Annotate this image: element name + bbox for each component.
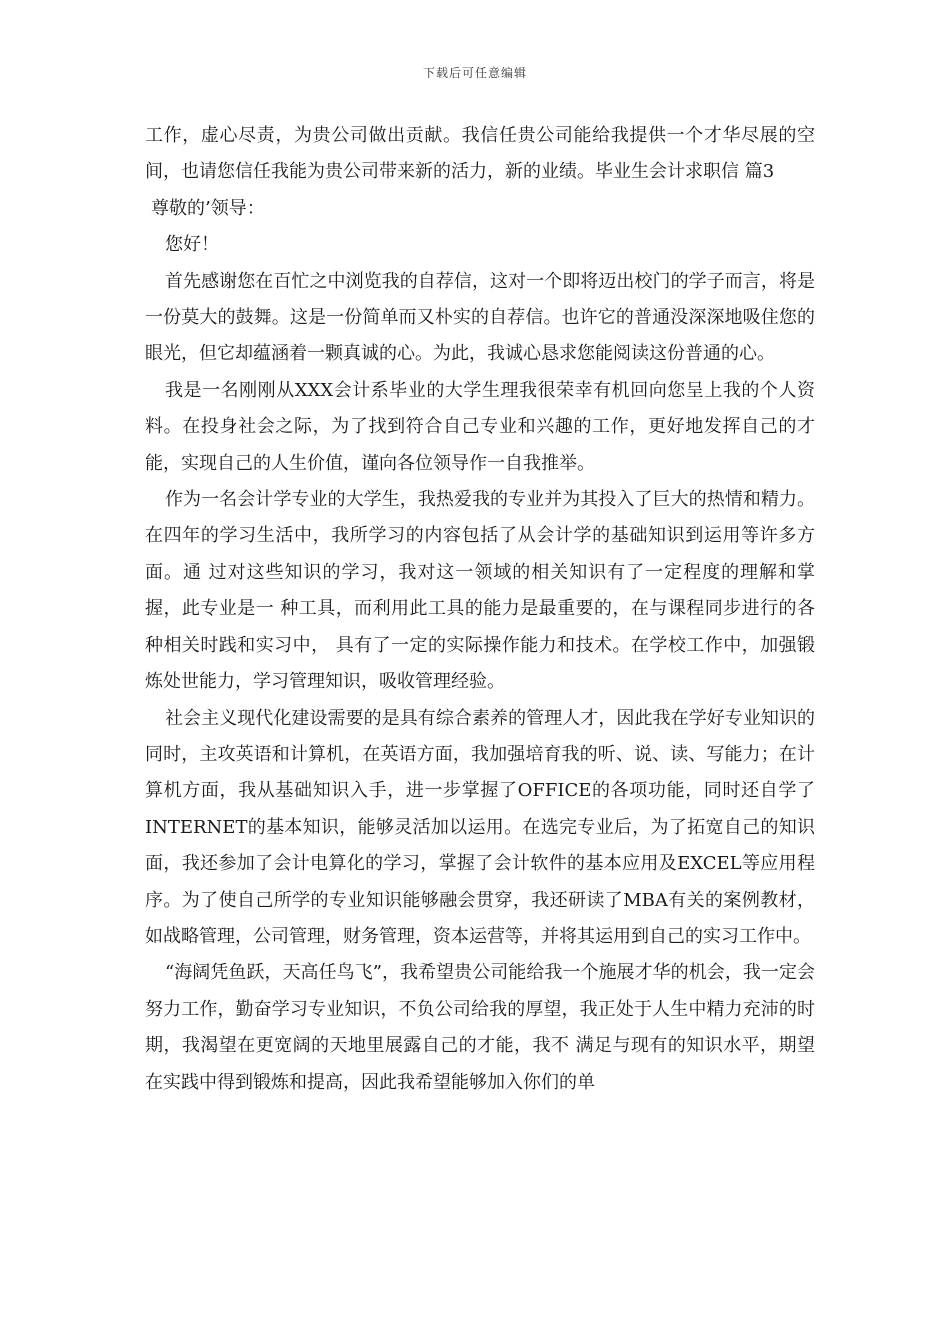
paragraph-self-intro: 我是一名刚刚从XXX会计系毕业的大学生理我很荣幸有机回向您呈上我的个人资料。在投身社会之际，为了找到符合自己专业和兴趣的工作，更好地发挥自己的才能，实现自己的人生价值，谨向各位领导作一自我推举。 xyxy=(145,379,815,474)
greeting: 您好！ xyxy=(165,234,219,256)
paragraph-continuation: 工作，虚心尽责，为贵公司做出贡献。我信任贵公司能给我提供一个才华尽展的空间，也请您信任我能为贵公司带来新的活力，新的业绩。毕业生会计求职信 篇3 xyxy=(145,125,815,183)
salutation: 尊敬的’领导： xyxy=(151,197,265,219)
paragraph-major: 作为一名会计学专业的大学生，我热爱我的专业并为其投入了巨大的热情和精力。 在四年的学习生活中，我所学习的内容包括了从会计学的基础知识到运用等许多方面。通 过对这些知识的学习，我对这一领域的相关知识有了一定程度的理解和掌握，此专业是一 种工具，而利用此工具的能力是最重要的，在与课程同步进行的各种相关时践和实习中， 具有了一定的实际操作能力和技术。在学校工作中，加强锻炼处世能力，学习管理知识，吸收管理经验。 xyxy=(145,489,815,693)
paragraph-skills: 社会主义现代化建设需要的是具有综合素养的管理人才，因此我在学好专业知识的同时，主攻英语和计算机，在英语方面，我加强培育我的听、说、读、写能力；在计算机方面，我从基础知识入手，进一步掌握了OFFICE的各项功能，同时还自学了INTERNET的基本知识，能够灵活加以运用。在选完专业后，为了拓宽自己的知识面，我还参加了会计电算化的学习，掌握了会计软件的基本应用及EXCEL等应用程序。为了使自己所学的专业知识能够融会贯穿，我还研读了MBA有关的案例教材，如战略管理，公司管理，财务管理，资本运营等，并将其运用到自己的实习工作中。 xyxy=(145,707,815,947)
paragraph-intro: 首先感谢您在百忙之中浏览我的自荐信，这对一个即将迈出校门的学子而言，将是一份莫大的鼓舞。这是一份简单而又朴实的自荐信。也许它的普通没深深地吸住您的眼光，但它却蕴涵着一颗真诚的心。为此，我诚心恳求您能阅读这份普通的心。 xyxy=(145,270,815,365)
page-header: 下载后可任意编辑 xyxy=(422,66,527,80)
letter-body xyxy=(145,118,815,1101)
paragraph-closing: “海阔凭鱼跃，天高任鸟飞”，我希望贵公司能给我一个施展才华的机会，我一定会努力工作，勤奋学习专业知识，不负公司给我的厚望，我正处于人生中精力充沛的时期，我渴望在更宽阔的天地里展露自己的才能，我不 满足与现有的知识水平，期望在实践中得到锻炼和提高，因此我希望能够加入你们的单 xyxy=(145,962,815,1093)
